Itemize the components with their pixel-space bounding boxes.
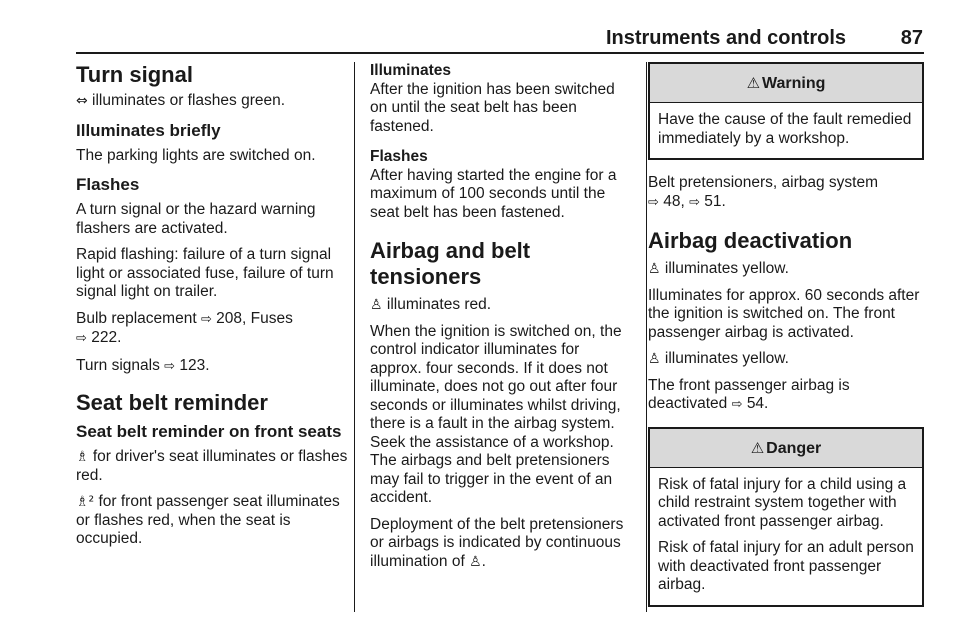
seatbelt-passenger-icon: ♗² bbox=[76, 494, 95, 510]
danger-text-child: Risk of fatal injury for a child using a child restraint system together with activated front passenger airbag. bbox=[658, 475, 907, 530]
rapid-flashing-text: Rapid flashing: failure of a turn signal light or associated fuse, failure of turn signal light on trailer. bbox=[76, 246, 334, 300]
heading-seat-belt-reminder: Seat belt reminder bbox=[76, 390, 268, 415]
column-left bbox=[76, 62, 352, 557]
warning-text: Have the cause of the fault remedied immediately by a workshop. bbox=[658, 111, 912, 147]
column-right bbox=[648, 62, 924, 621]
airbag-on-text: ♙ illuminates yellow. bbox=[648, 260, 789, 277]
ref-link[interactable]: 51. bbox=[704, 192, 726, 210]
heading-front-seats: Seat belt reminder on front seats bbox=[76, 422, 342, 441]
column-divider bbox=[646, 62, 647, 612]
turn-signal-icon: ⇔ bbox=[76, 93, 88, 109]
belt-ref-text: Belt pretensioners, airbag system ⇨ 48, ⇨ 51. bbox=[648, 174, 879, 210]
deployment-text: Deployment of the belt pretensioners or airbags is indicated by continuous illumination of ♙. bbox=[370, 515, 624, 570]
ignition-text: When the ignition is switched on, the control indicator illuminates for approx. four seconds. If it does not illuminate, does not go out after four seconds or illuminates whilst driving, there is a fault in the airbag system. Seek the assistance of a workshop. The airbags and belt pretensioners may fail to trigger in the event of an accident. bbox=[370, 322, 622, 506]
warning-box bbox=[648, 62, 924, 160]
bulb-replacement-text: Bulb replacement ⇨ 208, Fuses ⇨ 222. bbox=[76, 309, 293, 346]
flashes-text: A turn signal or the hazard warning flashers are activated. bbox=[76, 201, 316, 237]
heading-airbag-tensioners: Airbag and belt tensioners bbox=[370, 238, 531, 289]
ref-link[interactable]: 54. bbox=[746, 395, 769, 412]
turn-signals-ref-text: Turn signals ⇨ 123. bbox=[76, 356, 210, 374]
danger-box-header: ⚠ Danger bbox=[650, 429, 922, 468]
heading-flashes: Flashes bbox=[370, 148, 428, 165]
illuminates-text: After the ignition has been switched on until the seat belt has been fastened. bbox=[370, 80, 615, 135]
column-middle bbox=[370, 62, 634, 579]
airbag-on-icon: ♙ bbox=[648, 261, 661, 277]
page-header bbox=[0, 0, 960, 56]
turn-signal-text: ⇔ illuminates or flashes green. bbox=[76, 92, 286, 109]
heading-illuminates: Illuminates bbox=[370, 62, 451, 79]
warning-triangle-icon: ⚠ bbox=[750, 438, 765, 457]
seatbelt-driver-icon: ♗ bbox=[76, 449, 89, 465]
page-ref-icon: ⇨ bbox=[731, 397, 743, 412]
header-title: Instruments and controls bbox=[605, 27, 846, 49]
airbag-indicator-text: ♙ illuminates red. bbox=[370, 296, 492, 313]
ref-link[interactable]: 48, bbox=[663, 192, 690, 210]
heading-flashes: Flashes bbox=[76, 175, 140, 194]
airbag-off-icon: ♙ bbox=[648, 351, 661, 367]
heading-airbag-deactivation: Airbag deactivation bbox=[648, 228, 853, 253]
driver-seat-text: ♗ for driver's seat illuminates or flashes red. bbox=[76, 448, 348, 484]
approx-text: Illuminates for approx. 60 seconds after the ignition is switched on. The front passenger airbag is activated. bbox=[648, 286, 920, 341]
ref-link[interactable]: 222. bbox=[91, 329, 122, 346]
airbag-icon: ♙ bbox=[469, 553, 482, 570]
page-ref-icon: ⇨ bbox=[76, 331, 87, 346]
deactivated-text: The front passenger airbag is deactivated ⇨ 54. bbox=[648, 376, 850, 412]
page-number: 87 bbox=[900, 27, 923, 49]
header-rule bbox=[76, 52, 924, 54]
ref-link[interactable]: 208, Fuses bbox=[216, 309, 293, 327]
heading-turn-signal: Turn signal bbox=[76, 62, 193, 87]
heading-illuminates-briefly: Illuminates briefly bbox=[76, 120, 221, 140]
danger-box bbox=[648, 427, 924, 607]
page-ref-icon: ⇨ bbox=[200, 311, 212, 327]
page-ref-icon: ⇨ bbox=[164, 358, 176, 374]
passenger-seat-text: ♗² for front passenger seat illuminates or flashes red, when the seat is occupied. bbox=[76, 493, 340, 547]
ref-link[interactable]: 123. bbox=[179, 356, 210, 374]
briefly-text: The parking lights are switched on. bbox=[76, 146, 316, 164]
warning-box-header: ⚠ Warning bbox=[650, 64, 922, 103]
flashes-text: After having started the engine for a maximum of 100 seconds until the seat belt has been fastened. bbox=[370, 166, 617, 221]
airbag-off-text: ♙ illuminates yellow. bbox=[648, 350, 789, 367]
page-ref-icon: ⇨ bbox=[648, 194, 659, 210]
column-divider bbox=[354, 62, 355, 612]
warning-triangle-icon: ⚠ bbox=[746, 74, 761, 92]
page-ref-icon: ⇨ bbox=[689, 194, 700, 210]
danger-text-adult: Risk of fatal injury for an adult person with deactivated front passenger airbag. bbox=[658, 539, 914, 593]
airbag-icon: ♙ bbox=[370, 297, 383, 313]
